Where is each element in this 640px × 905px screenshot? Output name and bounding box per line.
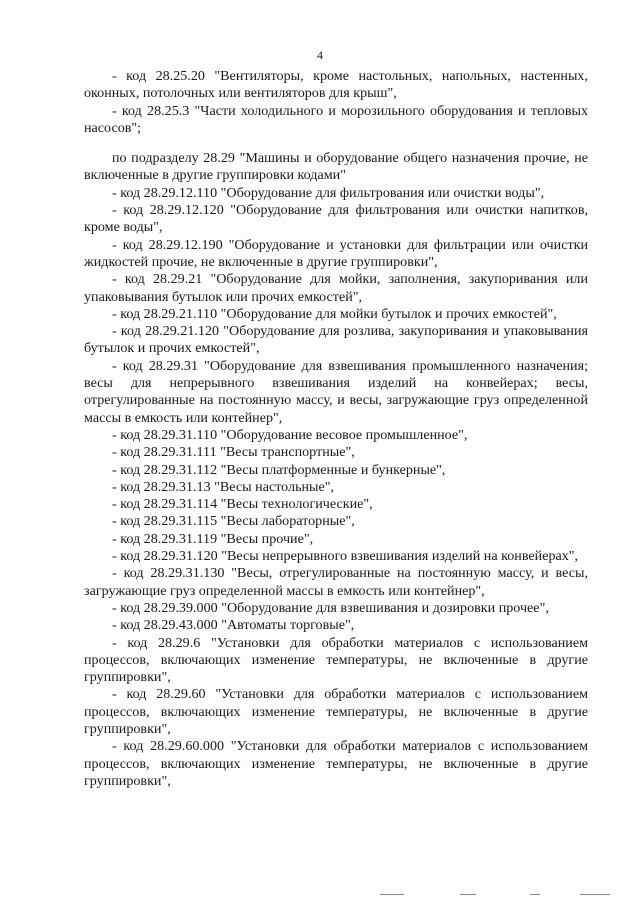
- list-item: - код 28.29.12.110 "Оборудование для фильтрования или очистки воды",: [112, 184, 545, 201]
- list-item: - код 28.25.20 "Вентиляторы, кроме настольных, напольных, настенных, оконных, потолочных или вентиляторов для крыш",: [84, 68, 588, 102]
- list-item: - код 28.29.31.130 "Весы, отрегулированные на постоянную массу, и весы, загружающие груз определенной массы в емкость или контейнер",: [84, 565, 588, 599]
- list-item: - код 28.29.31.115 "Весы лабораторные",: [112, 513, 355, 530]
- list-item: - код 28.29.12.190 "Оборудование и установки для фильтрации или очистки жидкостей прочие, не включенные в другие группировки",: [84, 236, 588, 270]
- list-item: - код 28.29.31 "Оборудование для взвешивания промышленного назначения; весы для непрерывного взвешивания изделий на конвейерах; весы, отрегулированные на постоянную массу, и весы, загружающие груз определенной массы в емкость или контейнер",: [84, 357, 588, 426]
- scan-artifact: [380, 894, 630, 898]
- list-item: - код 28.29.21.120 "Оборудование для розлива, закупоривания и упаковывания бутылок и прочих емкостей",: [84, 323, 588, 357]
- list-item: - код 28.29.60.000 "Установки для обработки материалов с использованием процессов, включающих изменение температуры, не включенные в другие группировки",: [84, 738, 588, 789]
- list-item: - код 28.29.31.112 "Весы платформенные и бункерные",: [112, 461, 446, 478]
- document-body: [84, 68, 588, 790]
- list-item: - код 28.29.31.119 "Весы прочие",: [112, 530, 314, 547]
- list-item: - код 28.29.43.000 "Автоматы торговые",: [112, 617, 355, 634]
- list-item: - код 28.25.3 "Части холодильного и морозильного оборудования и тепловых насосов";: [84, 102, 588, 136]
- list-item: - код 28.29.12.120 "Оборудование для фильтрования или очистки напитков, кроме воды",: [84, 202, 588, 236]
- list-item: - код 28.29.21 "Оборудование для мойки, заполнения, закупоривания или упаковывания бутылок или прочих емкостей",: [84, 271, 588, 305]
- page-number: 4: [317, 48, 323, 62]
- list-item: - код 28.29.31.13 "Весы настольные",: [112, 478, 335, 495]
- list-item: - код 28.29.6 "Установки для обработки материалов с использованием процессов, включающих изменение температуры, не включенные в другие группировки",: [84, 634, 588, 686]
- list-item: - код 28.29.21.110 "Оборудование для мойки бутылок и прочих емкостей",: [112, 305, 557, 322]
- list-item: - код 28.29.39.000 "Оборудование для взвешивания и дозировки прочее",: [112, 599, 549, 616]
- list-item: - код 28.29.31.111 "Весы транспортные",: [112, 444, 355, 461]
- list-item: - код 28.29.31.110 "Оборудование весовое промышленное",: [112, 426, 468, 443]
- section-heading: по подразделу 28.29 "Машины и оборудование общего назначения прочие, не включенные в другие группировки кодами": [84, 150, 588, 184]
- list-item: - код 28.29.31.114 "Весы технологические",: [112, 496, 373, 513]
- list-item: - код 28.29.31.120 "Весы непрерывного взвешивания изделий на конвейерах",: [112, 548, 579, 565]
- list-item: - код 28.29.60 "Установки для обработки материалов с использованием процессов, включающих изменение температуры, не включенные в другие группировки",: [84, 686, 588, 737]
